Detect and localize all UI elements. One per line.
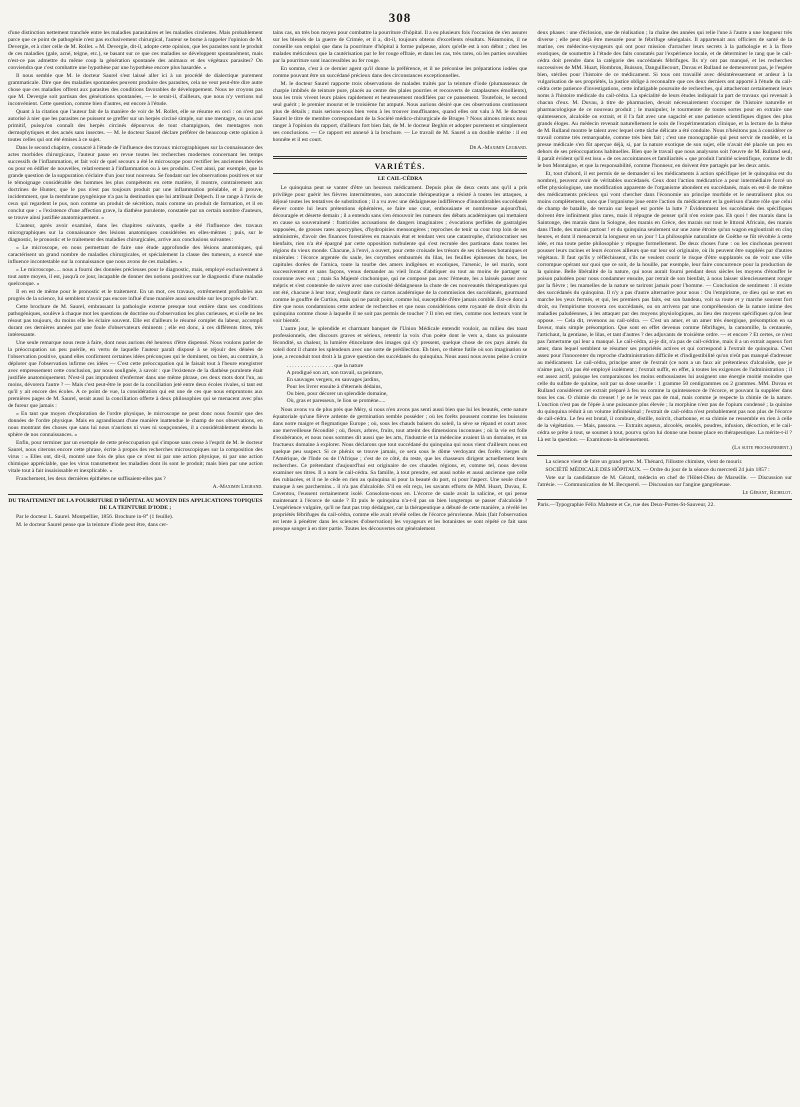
news-note: SOCIÉTÉ MÉDICALE DES HÔPITAUX. — Ordre du jour de la séance du mercredi 24 juin 1857 : — [545, 467, 770, 473]
column-1 — [8, 30, 263, 1088]
paragraph: d'une distinction nettement tranchée entre les maladies parasitaires et les maladies cirulentes. Mais probablement parce que ce point de pathogénie n'est pas exclusivement chirurgical, l'auteur se borne à rappeler l'opinion de M. Devergie, et à citer celle de M. Rollet. « M. Devergie, dit-il, adopte cette opinion, que les parasites sont le produit de ces maladies (gale, acné, teigne, etc.), se basant sur ce que ces maladies se développent spontanément, mais n'est-ce pas admettre du même coup la génération spontanée des animaux et des végétaux parasites? On conviendra que c'est combattre une hypothèse par une hypothèse encore plus hasardée. » — [8, 30, 263, 71]
printer-imprint: Paris.—Typographie Félix Malteste et Ce, rue des Deux-Portes-St-Sauveur, 22. — [537, 502, 715, 508]
verse-quote — [287, 363, 528, 405]
verse-line: . . . . . . . . . . . . . . . . . que la nature — [286, 363, 364, 369]
verse-line: Où, gras et paresseux, le lion se promène..... — [286, 398, 386, 404]
paragraph: M. le docteur Saurel rapporte trois observations de malades traités par la teinture d'iode (plumasseaux de charpie imbibés de teinture pure, placés au centre des plaies pourries et recouverts de cataplasmes émollients), tous les trois vivent leurs plaies rapidement et heureusement modifiées par ce pansement. Toutefois, le second seul guérit ; le premier mourut et le troisième fut amputé. Nous aurions désiré que ces observations continssent plus de détails ; mais serions-nous bien venu à les trouver insuffisantes, quand elles ont valu à M. le docteur Saurel le titre de membre correspondant de la Société médico-chirurgicale de Bruges ? Nous aimons mieux nous ranger à l'opinion du rapport, d'ailleurs fort bien fait, de M. le docteur Beghin et adopter purement et simplement ses conclusions. — Ce rapport est annexé à la brochure. — Le travail de M. Saurel a un double mérite : il est honnête et il est court. — [272, 81, 528, 143]
article-heading: LE CAIL-CÉDRA — [377, 176, 423, 182]
divider — [537, 499, 792, 500]
verse-line: A prodigué son art, son travail, sa peinture, — [286, 370, 383, 376]
article-heading: DU TRAITEMENT DE LA POURRITURE D'HÔPITAL AU MOYEN DES APPLICATIONS TOPIQUES DE LA TEINTURE D'IODE ; — [8, 498, 263, 511]
paragraph: Franchement, les deux dernières épithètes ne suffisaient-elles pas ? — [16, 476, 166, 482]
paragraph: Dans le second chapitre, consacré à l'étude de l'influence des travaux micrographiques sur la connaissance des actes morbides chirurgicaux, l'auteur passe en revue toutes les recherches modernes concernant les temps successifs de l'inflammation, et fait voir de quel secours a été le microscope pour rectifier les anciennes théories ou pour en édifier de nouvelles, relativement à l'inflammation ou à ses produits. C'est ainsi, par exemple, que la grande question de la suppuration s'éclaire d'un jour tout nouveau. Se fondant sur les observations positives et sur le témoignage considérable des hommes les plus compétents en cette matière, il montre, contrairement aux doctrines de Hunter, que le pus n'est pas toujours produit par une inflammation préalable, et il prouve, incidemment, que la membrane pyogénique n'a pas la destination que lui attribuait Delpech. Il se range à l'avis de ceux qui regardent le pus, non comme un produit de sécrétion, mais comme un produit de formation, et il en conclut que : « l'existence d'une affection grave, la diathèse purulente, constatée par un certain nombre d'auteurs, se trouve ainsi justifiée anatomiquement. » — [8, 145, 263, 221]
author-signature: Dr A.-Maximin Legrand. — [469, 145, 528, 151]
divider — [537, 455, 792, 456]
continuation-note: (La suite prochainement.) — [732, 445, 793, 451]
gerant-signature: Le Gérant, Richelot. — [742, 490, 793, 496]
page-number: 308 — [388, 10, 412, 25]
column-3 — [537, 30, 792, 1088]
paragraph: Il nous semble que M. le docteur Saurel s'est laissé aller ici à un procédé de dialectique purement grammaticale. Dire que des maladies spontanées peuvent produire des parasites, cela ne veut peut-être dire autre chose que ces maladies offrent aux parasites des conditions favorables de développement. Nous ne croyons pas que M. Devergie soit partisan des générations spontanées, — le serait-il, d'ailleurs, que nous n'y verrions nul inconvénient. Cette question, comme bien d'autres, est encore à l'étude. — [8, 73, 263, 107]
column-2 — [273, 30, 528, 1088]
paragraph: Le quinquina peut se vanter d'être un heureux médicament. Depuis plus de deux cents ans qu'il a pris privilège pour guérir les fièvres intermittentes, son autocratie thérapeutique a résisté à toutes les attaques, a déjoué toutes les tentatives de substitution ; il a vu avec une dédaigneuse indifférence d'innombrables succédanés élever contre lui leurs prétentions éphémères, se faire une cour, enthousiaste et nombreuse aujourd'hui, découragée et déserte demain ; il a entendu sans s'en émouvoir les rumeurs des débats académiques qui mettaient en cause sa souveraineté : fratricides accusations de dangers imaginaires ; évocations perfides de gastralgies supposées, de grosses rates apocryphes, d'hydropisies mensongères ; reproches de tenir sa cour trop loin de ses administrés, d'avoir des finances forestières en mauvais état et tendant vers une catastrophe, d'aristocratiser ses bienfaits, rien n'a été épargné par cette opposition turbulente qui s'est recrutée des partisans dans toutes les régions du vieux monde. Chacune, à l'envi, a ouvert, pour cette croisade les trésors de ses richesses botaniques et minérales : l'écorce argentée du saule, les corymbes embaumés du lilas, les feuilles épineuses du houx, les capitules dorées de l'arnica, toute la tourbe des amers indigènes et exotiques, l'arsenic, le sel marin, sont successivement et sans façons, venus demander au vieil Incas d'abdiquer ou tout au moins de partager sa couronne avec eux ; mais Sa Majesté cinchonique, qui ne compose pas avec l'émeute, les a laissés passer avec mépris et s'est contentée de suivre avec une curiosité dédaigneuse la chute de ces nouveautés thérapeutiques qui ont été, chacune à leur tour, s'engloutir dans ce carton académique de la commission des succédanés, gourmand comme le gouffre de Curtius, mais qui ne paraît point, comme lui, susceptible d'être jamais comblé. Est-ce donc à dire que nous condamnions cette ardeur de recherches et que nous considérions cette royauté de droit divin du quinquina comme chose à laquelle il ne soit pas permis de toucher ? Il n'en est rien, comme nos lecteurs vont le voir bientôt. — [272, 185, 528, 324]
verse-line: En sauvages vergers, en sauvages jardins, — [286, 377, 380, 383]
paragraph: En somme, c'est à ce dernier agent qu'il donne la préférence, et il ne préconise les préparations iodées que comme pouvant être un succédané précieux dans des circonstances exceptionnelles. — [272, 66, 528, 79]
paragraph: tains cas, un très bon moyen pour combattre la pourriture d'hôpital. Il a eu plusieurs fois l'occasion de s'en assurer sur les blessés de la guerre de Crimée, et il a, dit-il, toujours obtenu d'excellents résultats. Néanmoins, il ne conseille son emploi que dans la pourriture d'hôpital à forme pulpeuse, alors qu'elle est à son début ; chez les malades méticuleux que la cautérisation par le fer rouge effraie, et dans les cas, très rares, où les parties ouvahies par la pourriture sont inaccessibles au fer rouge. — [272, 30, 528, 64]
paragraph: Cette brochure de M. Saurel, embrassant la pathologie externe presque tout entière dans ses conditions pathogéniques, soulève à chaque mot les questions de doctrine ou d'observation les plus curieuses, et si elle ne les résout pas toujours, du moins elle les éclaire souvent. Elle est d'ailleurs le résumé complet du labeur, accompli durant ces dernières années par une foule d'observateurs éminents ; elle est donc, à ces différents titres, très intéressante. — [8, 304, 263, 338]
article-columns — [8, 30, 792, 1088]
paragraph: Une seule remarque nous reste à faire, dont nous aurions été heureux d'être dispensé. Nous voulons parler de la préoccupation un peu puérile, en vertu de laquelle l'auteur paraît disposé à se réjouir des dénées de l'observation positive, quand elles confirment certaines idées préconçues qui le dominent, ou bien, au contraire, à déplorer que l'observation infirme ces idées — C'est cette préoccupation qui le faisait tout à l'heure enregistrer avec empressement cette conclusion, par nous soulignée, à savoir : que l'existence de la diathèse purulente était justifiée anatomiquement. N'est-il pas imprudent d'enfermer dans une même phrase, ces deux mots dont l'un, au moins, dévorera l'autre ? — Mais c'est peut-être le post de la conciliation jeté entre deux écoles rivales, si tant est qu'il y ait encore des écoles. A ce point de vue, la considération qui est une de ces que nous empruntons aux premières pages de M. Saurel, serait aussi la conciliation offerte à deux philosophies qui se menacent avec plus de fureur que jamais : — [8, 340, 263, 409]
paragraph: Nous avons vu de plus près que Méry, si nous n'en avons pas senti aussi bien que lui les beautés, cette nature équatoriale qu'une fièvre ardente de germination semble posséder ; où les forêts poussent comme les buissons dans notre maigre et flegmatique Europe ; où, sous les chauds baisers du soleil, la sève se répand et court avec une merveilleuse fécondité ; où, fleurs, arbres, fruits, tout atteint des dimensions inconnues ; où la vie est folle d'exubérance, et nous nous sommes dit aussi que les arts, l'industrie et la médecine avaient là un domaine, et un fructueux domaine à explorer. Nous déclarons que tout succédané du quinquina qui nous vient d'ailleurs nous est quelque peu suspect. Si ce phénix se trouve jamais, ce sera sous le dôme verdoyant des forêts vierges de l'Amérique, de l'Inde ou de l'Afrique ; c'est de ce côté, du reste, que les chasseurs dirigent actuellement leurs recherches. Ce prétendant d'aujourd'hui est originaire de ces chaudes régions, et, comme tel, nous devons examiner ses titres. Il a nom le cail-cédra. Sa famille, à tout prendre, est aussi noble et aussi ancienne que celle des rubiacées, et il ne le cède en rien au quinquina ni pour la beauté du port, ni pour l'aspect. Une seule chose manque à ses parchemins... il n'a pas d'alcaloïde. S'il en eût reçu, les savants efforts de MM. Huart, Duvau, E. Caventou, l'eussent certainement isolé. Consolons-nous en. L'écorce de saule avait la salicine, et qui pense maintenant à l'écorce de saule ? Et puis le quinquina n'a-t-il pas un bien longtemps se passer d'alcaloïde ? L'expérience vulgaire, qu'il ne faut pas trop dédaigner, car la thérapeutique a débuté de cette manière, a révélé les propriétés fébrifuges du cail-cédra, comme elle avait révélé celles de l'écorce péruvienne. Mais (fait l'observation est lente à pénétrer dans les sciences d'observation) les voyageurs et les botanistes se sont répété ce fait sans presque songer à en tirer partie. Toutes les découvertes ont généralement — [272, 407, 528, 532]
paragraph: Quant à la citation que l'auteur fait de la manière de voir de M. Rollet, elle se résume en ceci : on n'est pas autorisé à nier que les parasites ne puissent se greffer sur un herpès circiné simple, sur une mentagre, ou un acné primitif, puisqu'on connaît des herpès circinés dépourvus de tout champignon, des mentagres non dermophytiques et des acnés sans insectes. — M. le docteur Saurel déclare préférer de beaucoup cette opinion à toutes celles qui ont été émises à ce sujet. — [8, 109, 263, 143]
section-heading: VARIÉTÉS. — [374, 162, 426, 171]
paragraph: L'auteur, après avoir examiné, dans les chapitres suivants, quelle a été l'influence des travaux micrographiques sur la connaissance des lésions anatomiques considérées en elles-mêmes ; puis, sur le diagnostic, le pronostic et le traitement des maladies chirurgicales, arrive aux conclusions suivantes : — [8, 223, 263, 243]
news-note: Vote sur la candidature de M. Gérard, médecin en chef de l'Hôtel-Dieu de Marseille. — Discussion sur l'atrésie. — Communication de M. Becquerel. — Discussion sur l'angine gangréneuse. — [537, 475, 793, 488]
paragraph: deux phases : une d'éclosion, une de réalisation ; la chaîne des années qui relie l'une à l'autre a une longueur très diverse ; elle peut déjà être mesurée pour le fébrifuge sénégalais. Il appartenait aux officiers de santé de la marine, ces médecins-voyageurs qui ont pour mission d'arracher leurs secrets à la pathologie et à la flore exotiques, de soumettre à l'étude des faits constatés par l'expérience locale, et de déterminer le rang que le cail-cédra doit prendre dans la catégorie des succédanés fébrifuges. Ils n'y ont pas manqué, et les recherches successives de MM. Huart, Hombron, Buisson, Danguillecourt, Duvau et Rulland ne demeureront pas, je l'espère bien, stériles pour l'histoire de ce médicament. Si tous ont travaillé avec désintéressement et ardeur à la vulgarisation de ses propriétés, la justice oblige à reconnaître que ces deux derniers ont apporté à l'étude du cail-cédra cette patience d'investigations, cette infatigable poursuite de recherches, qui attacheront certainement leurs noms à l'histoire médicale du cail-cédra. La spécialité de leurs études indiquait la part de travaux qui revenait à chacun d'eux. M. Duvau, à titre de pharmacien, devait nécessairement s'occuper de l'histoire naturelle et pharmacologique de ce nouveau produit ; le manipuler, le tourmenter de toutes sortes pour en extraire une quintessence, alcaloïde ou extrait, et il l'a fait avec une sagacité et une patience scientifiques dignes des plus grands éloges. Au médecin revenait naturellement le soin de l'expérimentation clinique, et la lecture de la thèse de M. Rulland montre le talent avec lequel cette tâche délicate a été conduite. Nous n'hésitons pas à considérer ce travail comme très remarquable, comme très bien fait ; c'est une monographie qui peut servir de modèle, et la presse médicale s'en fût aperçue déjà, si, par la nature exotique de son sujet, elle n'avait été placée un peu en dehors de ses préoccupations habituelles. Bien que le travail que nous analysons soit l'œuvre de M. Rulland seul, il paraît évident qu'il est issu « de ces accointances et familiarités » que produit l'amitié scientifique, comme le dit le bon Montaigne, et que la responsabilité, comme l'honneur, en doivent être partagés par les deux amis. — [537, 30, 793, 169]
paragraph: « Le microscope..... nous a fourni des données précieuses pour le diagnostic, mais, employé exclusivement à tout autre moyen, il est, jusqu'à ce jour, incapable de donner des notions positives sur le diagnostic d'une maladie quelconque. » — [8, 267, 263, 287]
paragraph: « Le microscope, en nous permettant de faire une étude approfondie des lésions anatomiques, qui caractérisent un grand nombre de maladies chirurgicales, et spécialement la classe des tumeurs, a exercé une influence incontestable sur la connaissance que nous avons de ces maladies. » — [8, 245, 263, 265]
paragraph: L'autre jour, le splendide et charmant banquet de l'Union Médicale entendit vouloir, au milieu des toast professionnels, des discours graves et sérieux, retentir la voix d'un poète dont le vers a, dans sa puissante fécondité, sa chaleur, la lumière étincelante des images qui s'y pressent, quelque chose de ces pays aimés du soleil dont il chante les splendeurs avec une sorte de prédilection. Eh bien, ce thème futile où son imagination se joue, a reconduit tout droit à la grave question des succédanés du quinquina. Nous aussi nous avons peine à croire — [272, 326, 528, 360]
paragraph: Enfin, pour terminer par un exemple de cette préoccupation qui s'impose sans cesse à l'esprit de M. le docteur Saurel, nous citerons encore cette phrase, écrite à propos des recherches microscopiques sur la composition des virus : « Elles ont, dit-il, montré une fois de plus que ce n'est ni par une action physique, ni par une action chimique appréciable, que les virus transmettent les maladies dont ils sont le produit; mais bien par une action vitale tout à fait insaisissable et inexplicable. » — [8, 440, 263, 474]
divider — [273, 173, 528, 174]
paragraph: M. le docteur Saurel pense que la teinture d'iode peut être, dans cer- — [16, 522, 168, 528]
divider — [8, 494, 263, 495]
verse-line: Pour les livrer ensuite à d'éternels dédains, — [286, 384, 382, 390]
news-note: La science vient de faire un grand perte. M. Thénard, l'illustre chimiste, vient de mourir. — [545, 459, 743, 465]
double-divider — [273, 156, 528, 159]
paragraph: Il en est de même pour le pronostic et le traitement. En un mot, ces travaux, extrêmement profitables aux progrès de la science, lui semblent n'avoir pas encore influé d'une manière aussi sensible sur les progrès de l'art. — [8, 289, 263, 302]
paragraph: « En tant que moyen d'exploration de l'ordre physique, le microscope ne peut donc nous fournir que des données de l'ordre physique. Mais en agrandissant d'une manière inattendue le champ de nos observations, en nous montrant des choses que sans lui nous n'aurions ni vues ni soupçonnées, il a considérablement étendu la sphère de nos connaissances. » — [8, 411, 263, 438]
verse-line: Ou bien, pour décorer un splendide domaine, — [286, 391, 388, 397]
article-intro: Par le docteur L. Saurel. Montpellier, 1856. Brochure in-8° (1 feuille). — [16, 514, 174, 520]
paragraph: Et, tout d'abord, il est permis de se demander si les médicaments à action spécifique (et le quinquina est du nombre), peuvent avoir de véritables succédanés. Ceux dont l'action médicatrice a pour intermédiaire forcé un effet physiologique, une modification apparente de l'organisme abondent en succédanés, mais en est-il de même des médicaments précieux qui vont chercher dans l'économie un principe morbide et le neutralisent plus ou moins complètement, sans que l'organisme joue entre l'action du médicament et la guérison d'autre rôle que celui de champ de bataille, de terrain sur lequel est portée la lutte ? Évidemment les succédanés des spécifiques doivent être infiniment plus rares, mais il répugne de penser qu'il n'en existe pas. Eh quoi ! des marais dans la Saintonge, des marais dans la Sologne, des marais en Grèce, des marais sur tout le littoral Africain, des marais dans l'Inde, des marais partout ! et du quinquina seulement sur une zone étroite qu'un wagon engloutirait en cinq heures, et dont il menacerait la longueur en un jour ! La philosophie naturaliste de Goëthe se fût révoltée à cette idée, et ma toute petite philosophie y répugne formellement. De deux choses l'une : ou les cinchonas peuvent pousser leurs racines et leurs écorces ailleurs que sur leur sol originaire, où ils peuvent être suppléés par d'autres végétaux. Il faut qu'ils y réfléchissent, s'ils ne veulent courir le risque d'être supplantés ou de voir une ville corrompue opérant sur quoi que ce soit, de la houille, par exemple, leur faire concurrence pour la production de la quinine. Belle libéralité de la nature, qui nous aurait fourni pendant deux siècles les moyens d'étouffer le poison paludéen pour nous condamner ensuite, par retrait de son bienfait, à nous laisser silencieusement ronger par la fièvre ; les mamelles de la nature se tariront jamais pour l'homme. — Conclusion de sentiment : il existe des succédanés du quinquina. Il n'y a pas d'autre alternative pour nous : Ou l'empirisme, ce dieu qui se met en marche les yeux fermés, et qui, les premiers pas faits, est son bandeau, voit sa route et y marche souvent fort droit, ou l'empirisme trouvera ces succédanés, ou on arrivera par une compréhension de la nature intime des maladies paludéennes, à les attaquer par des moyens physiologiques, au lieu des moyens spécifiques qu'on leur oppose. — Cela dit, revenons au cail-cédra. — C'est un amer, et un amer très énergique, présomption en sa faveur, mais simple présomption. Que sont en effet devenus comme fébrifuges, la camomille, la centaurée, l'artichaut, la gentiane, le lilas, et tant d'autres ? des adjuvants de troisième ordre. — et encore ? Et certes, ce n'est pas l'amertume qui leur a manqué. Le cail-cédra, ai-je dit, n'a pas de cail-cédrine, mais il a un extrait aqueux fort amer, dans lequel semblent se résumer ses propriétés actives et qui correspond à l'extrait de quinquina. C'est assez pour l'innocenter du reproche d'administration difficile et d'indigestibilité qu'on n'eût pas manqué d'adresser au médicament. Le cail-cédra, principe amer de l'extrait (ce nom a un faux air prétentieux d'alcaloïde, que je n'aime pas), n'a pas été employé isolément ; l'extrait suffit, en effet, à toutes les exigences de l'administration ; il est assez actif, puisque les comparaisons les moins enthousiastes lui assignent une énergie moitié moindre que celle du sulfate de quinine, soit par sa dose usuelle : 1 gramme 50 centigrammes ou 2 grammes. MM. Duvau et Rulland considèrent cet extrait préparé à feu nu comme la quintessence de l'écorce, et pouvant la suppléer dans tous les cas. O chimie du creuset ! je ne le veux pas de mal, mais comme je respecte la chimie de la nature. L'onction n'est pas de l'épée à une puissance plus élevée ; la morphine n'est pas de l'opium condensé ; la quinine du quinquina réduit à un volume infinitésimal ; l'extrait de cail-cédra n'est probablement pas non plus de l'écorce de cail-cédra. Le feu est brutal, il combure, distille, noircit, charbonne, et sa chimie ne ressemble en rien à celle de la végétation. — Mais, passons. — Extraits aqueux, alcoolés, œnolés, poudres, infusion, décoction, et le cail-cédra se prête à tout, se soumet à tout, pourvu qu'on lui donne une bonne place en thérapeutique. La mérite-t-il ? Là est la question. — Examinons-la sérieusement. — [537, 171, 793, 443]
author-signature: A.-Maximin Legrand. — [212, 484, 263, 490]
